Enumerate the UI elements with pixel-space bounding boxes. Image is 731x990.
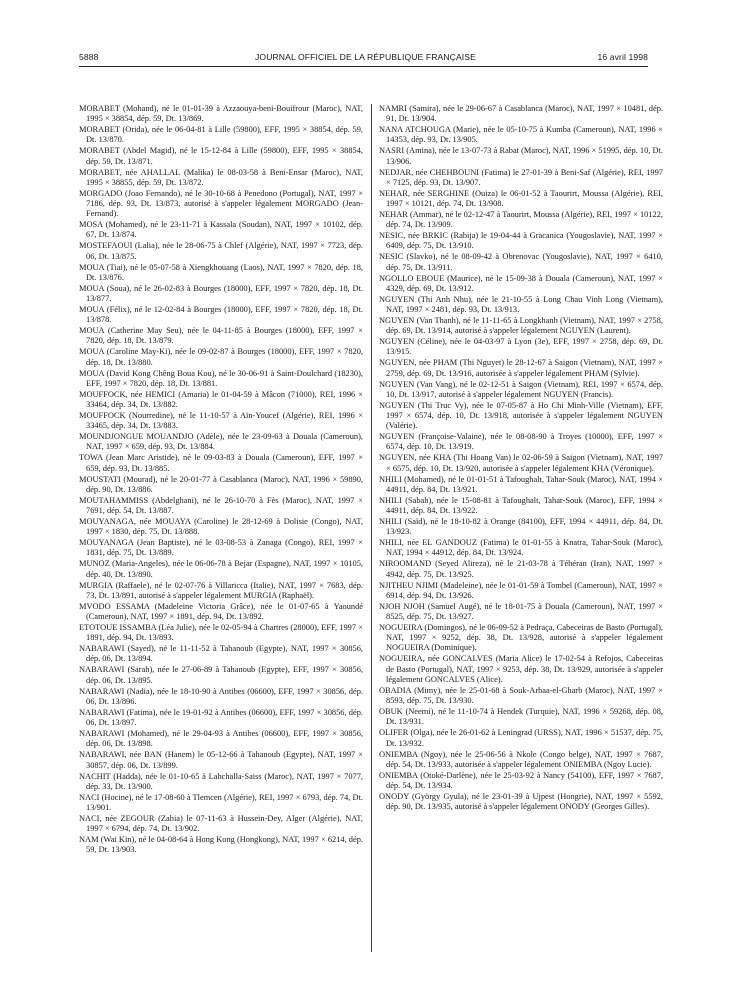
register-entry: MOSA (Mohamed), né le 23-11-71 à Kassala (Soudan), NAT, 1997 × 10102, dép. 67, Dt. 13/874.	[79, 220, 363, 240]
register-entry: MOUA (Catherine May Seu), née le 04-11-85 à Bourges (18000), EFF, 1997 × 7820, dép. 18, Dt. 13/879.	[79, 326, 363, 346]
register-entry: TOWA (Jean Marc Aristide), né le 09-03-83 à Douala (Cameroun), EFF, 1997 × 659, dép. 93, Dt. 13/885.	[79, 453, 363, 473]
register-entry: NHILI, née EL GANDOUZ (Fatima) le 01-01-55 à Knatra, Tahar-Souk (Maroc), NAT, 1994 × 44912, dép. 84, Dt. 13/924.	[379, 538, 663, 558]
register-entry: MORABET (Mohand), né le 01-01-39 à Azzaouya-beni-Bouifrour (Maroc), NAT, 1995 × 38854, dép. 59, Dt. 13/869.	[79, 104, 363, 124]
register-entry: NGUYEN (Thi Anh Nhu), née le 21-10-55 à Long Chau Vinh Long (Vietnam), NAT, 1997 × 2481, dép. 93, Dt. 13/913.	[379, 294, 663, 315]
register-entry: MOUFFOCK (Nourredine), né le 11-10-57 à Aïn-Youcef (Algérie), REI, 1996 × 33465, dép. 34, Dt. 13/883.	[79, 411, 363, 431]
journal-title: JOURNAL OFFICIEL DE LA RÉPUBLIQUE FRANÇAISE	[255, 52, 476, 62]
left-column	[79, 104, 363, 856]
register-entry: NGUYEN (Van Thanh), né le 11-11-65 à Longkhanh (Vietnam), NAT, 1997 × 2758, dép. 69, Dt. 13/914, autorisé à s'appeler légalement NGUYEN (Laurent).	[379, 316, 663, 336]
register-entry: NGUYEN (Van Vang), né le 02-12-51 à Saigon (Vietnam), REI, 1997 × 6574, dép. 10, Dt. 13/917, autorisé à s'appeler légalement NGUYEN (Francis).	[379, 379, 663, 399]
register-entry: MOUA (David Kong Chêng Boua Kou), né le 30-06-91 à Saint-Doulchard (18230), EFF, 1997 × 7820, dép. 18, Dt. 13/881.	[79, 368, 363, 388]
register-entry: NHILI (Mohamed), né le 01-01-51 à Tafoughalt, Tahar-Souk (Maroc), NAT, 1994 × 44911, dép. 84, Dt. 13/921.	[379, 474, 663, 494]
page-number: 5888	[79, 52, 99, 62]
register-entry: NGOLLO EBOUE (Maurice), né le 15-09-38 à Douala (Cameroun), NAT, 1997 × 4329, dép. 69, Dt. 13/912.	[379, 273, 663, 293]
register-entry: MORABET (Orida), née le 06-04-81 à Lille (59800), EFF, 1995 × 38854, dép. 59, Dt. 13/870.	[79, 125, 363, 145]
register-entry: MVODO ESSAMA (Madeleine Victoria Grâce), née le 01-07-65 à Yaoundé (Cameroun), NAT, 1997 × 1891, dép. 94, Dt. 13/892.	[79, 601, 363, 622]
register-entry: OLIFER (Olga), née le 26-01-62 à Leningrad (URSS), NAT, 1996 × 51537, dép. 75, Dt. 13/932.	[379, 728, 663, 748]
register-entry: MORABET, née AHALLAL (Malika) le 08-03-58 à Beni-Ensar (Maroc), NAT, 1995 × 38855, dép. 59, Dt. 13/872.	[79, 167, 363, 187]
register-entry: ETOTOUE ISSAMBA (Léa Julie), née le 02-05-94 à Chartres (28000), EFF, 1997 × 1891, dép. 94, Dt. 13/893.	[79, 623, 363, 643]
register-entry: NOGUEIRA (Domingos), né le 06-09-52 à Pedraça, Cabeceiras de Basto (Portugal), NAT, 1997 × 9252, dép. 38, Dt. 13/928, autorisé à s'appeler légalement NOGUEIRA (Dominique).	[379, 623, 663, 653]
register-entry: NAMRI (Samira), née le 29-06-67 à Casablanca (Maroc), NAT, 1997 × 10481, dép. 91, Dt. 13/904.	[379, 104, 663, 124]
register-entry: NGUYEN, née KHA (Thi Hoang Van) le 02-06-59 à Saigon (Vietnam), NAT, 1997 × 6575, dép. 10, Dt. 13/920, autorisée à s'appeler légalement KHA (Véronique).	[379, 453, 663, 473]
register-entry: NESIC, née BRKIC (Rabija) le 19-04-44 à Gracanica (Yougoslavie), NAT, 1997 × 6409, dép. 75, Dt. 13/910.	[379, 231, 663, 251]
register-entry: MOUA (Caroline May-Ki), née le 09-02-87 à Bourges (18000), EFF, 1997 × 7820, dép. 18, Dt. 13/880.	[79, 347, 363, 367]
register-entry: NABARAWI (Sayed), né le 11-11-52 à Tahanoub (Egypte), NAT, 1997 × 30856, dép. 06, Dt. 13/894.	[79, 644, 363, 664]
register-entry: MOUA (Félix), né le 12-02-84 à Bourges (18000), EFF, 1997 × 7820, dép. 18, Dt. 13/878.	[79, 305, 363, 325]
register-entry: MOUYANAGA, née MOUAYA (Caroline) le 28-12-69 à Dolisie (Congo), NAT, 1997 × 1830, dép. 75, Dt. 13/888.	[79, 517, 363, 537]
register-entry: MOUNDJONGUE MOUANDJO (Adèle), née le 23-09-63 à Douala (Cameroun), NAT, 1997 × 659, dép. 93, Dt. 13/884.	[79, 432, 363, 452]
register-entry: NANA ATCHOUGA (Marie), née le 05-10-75 à Kumba (Cameroun), NAT, 1996 × 14353, dép. 93, Dt. 13/905.	[379, 125, 663, 145]
register-entry: NIROOMAND (Seyed Alireza), né le 21-03-78 à Téhéran (Iran), NAT, 1997 × 4942, dép. 75, Dt. 13/925.	[379, 559, 663, 579]
register-entry: NABARAWI (Sarah), née le 27-06-89 à Tahanoub (Egypte), EFF, 1997 × 30856, dép. 06, Dt. 13/895.	[79, 665, 363, 685]
publication-date: 16 avril 1998	[597, 52, 648, 62]
register-entry: NAM (Wai Kin), né le 04-08-64 à Hong Kong (Hongkong), NAT, 1997 × 6214, dép. 59, Dt. 13/903.	[79, 835, 363, 855]
register-entry: NACI (Hocine), né le 17-08-60 à Tlemcen (Algérie), REI, 1997 × 6793, dép. 74, Dt. 13/901.	[79, 792, 363, 812]
header-rule	[79, 66, 648, 67]
register-entry: NHILI (Saïd), né le 18-10-82 à Orange (84100), EFF, 1994 × 44911, dép. 84, Dt. 13/923.	[379, 517, 663, 537]
register-entry: NABARAWI (Nadia), née le 18-10-90 à Antibes (06600), EFF, 1997 × 30856, dép. 06, Dt. 13/896.	[79, 686, 363, 706]
register-entry: NEDJAR, née CHEHBOUNI (Fatima) le 27-01-39 à Beni-Saf (Algérie), REI, 1997 × 7125, dép. 93, Dt. 13/907.	[379, 167, 663, 187]
register-entry: NJITHEU NJIMI (Madeleine), née le 01-01-59 à Tombel (Cameroun), NAT, 1997 × 6914, dép. 94, Dt. 13/926.	[379, 580, 663, 600]
register-entry: MOSTEFAOUI (Lalia), née le 28-06-75 à Chlef (Algérie), NAT, 1997 × 7723, dép. 06, Dt. 13/875.	[79, 241, 363, 261]
register-entry: MOUTAHAMMISS (Abdelghani), né le 26-10-70 à Fès (Maroc), NAT, 1997 × 7691, dép. 54, Dt. 13/887.	[79, 495, 363, 516]
register-entry: NESIC (Slavko), né le 08-09-42 à Obrenovac (Yougoslavie), NAT, 1997 × 6410, dép. 75, Dt. 13/911.	[379, 252, 663, 272]
register-entry: NASRI (Amina), née le 13-07-73 à Rabat (Maroc), NAT, 1996 × 51995, dép. 10, Dt. 13/906.	[379, 146, 663, 166]
register-entry: NACI, née ZEGOUR (Zahia) le 07-11-63 à Hussein-Dey, Alger (Algérie), NAT, 1997 × 6794, dép. 74, Dt. 13/902.	[79, 813, 363, 834]
register-entry: MOUA (Soua), né le 26-02-83 à Bourges (18000), EFF, 1997 × 7820, dép. 18, Dt. 13/877.	[79, 283, 363, 304]
register-entry: NGUYEN, née PHAM (Thi Nguyet) le 28-12-67 à Saigon (Vietnam), NAT, 1997 × 2759, dép. 69, Dt. 13/916, autorisée à s'appeler légalement PHAM (Sylvie).	[379, 358, 663, 378]
register-entry: NEHAR, née SERGHINE (Ouiza) le 06-01-52 à Taourirt, Moussa (Algérie), REI, 1997 × 10121, dép. 74, Dt. 13/908.	[379, 188, 663, 209]
register-entry: NGUYEN (Françoise-Valaine), née le 08-08-90 à Troyes (10000), EFF, 1997 × 6574, dép. 10, Dt. 13/919.	[379, 432, 663, 452]
register-entry: OBADIA (Mimy), née le 25-01-68 à Souk-Arbaa-el-Gharb (Maroc), NAT, 1997 × 8593, dép. 75, Dt. 13/930.	[379, 685, 663, 706]
register-entry: NACHIT (Hadda), née le 01-10-65 à Lahchalla-Saiss (Maroc), NAT, 1997 × 7077, dép. 33, Dt. 13/900.	[79, 771, 363, 791]
register-entry: NHILI (Sabah), née le 15-08-81 à Tafoughalt, Tahar-Souk (Maroc), EFF, 1994 × 44911, dép. 84, Dt. 13/922.	[379, 495, 663, 516]
register-entry: MURGIA (Raffaele), né le 02-07-76 à Villaricca (Italie), NAT, 1997 × 7683, dép. 73, Dt. 13/891, autorisé à s'appeler légalement MURGIA (Raphaël).	[79, 580, 363, 600]
column-divider	[371, 104, 372, 952]
register-entry: MUNOZ (Maria-Angeles), née le 06-06-78 à Bejar (Espagne), NAT, 1997 × 10105, dép. 40, Dt. 13/890.	[79, 559, 363, 579]
register-entry: MOUYANAGA (Jean Baptiste), né le 03-08-53 à Zanaga (Congo), REI, 1997 × 1831, dép. 75, Dt. 13/889.	[79, 538, 363, 558]
register-entry: OBUK (Neemi), né le 11-10-74 à Hendek (Turquie), NAT, 1996 × 59268, dép. 08, Dt. 13/931.	[379, 707, 663, 727]
register-entry: NABARAWI (Mohamed), né le 29-04-93 à Antibes (06600), EFF, 1997 × 30856, dép. 06, Dt. 13/898.	[79, 729, 363, 749]
register-entry: MOUA (Tiai), né le 05-07-58 à Xiengkhouang (Laos), NAT, 1997 × 7820, dép. 18, Dt. 13/876.	[79, 262, 363, 282]
register-entry: ONODY (György Gyula), né le 23-01-39 à Ujpest (Hongrie), NAT, 1997 × 5592, dép. 90, Dt. 13/935, autorisé à s'appeler légalement ONODY (Georges Gilles).	[379, 791, 663, 812]
register-entry: NGUYEN (Céline), née le 04-03-97 à Lyon (3e), EFF, 1997 × 2758, dép. 69, Dt. 13/915.	[379, 337, 663, 357]
register-entry: NOGUEIRA, née GONCALVES (Maria Alice) le 17-02-54 à Refojos, Cabeceiras de Basto (Portugal), NAT, 1997 × 9253, dép. 38, Dt. 13/929, autorisée à s'appeler légalement GONCALVES (Alice).	[379, 654, 663, 684]
register-entry: ONIEMBA (Ngoy), née le 25-06-56 à Nkole (Congo belge), NAT, 1997 × 7687, dép. 54, Dt. 13/933, autorisée à s'appeler légalement ONIEMBA (Ngoy Lucie).	[379, 749, 663, 769]
register-entry: MOUFFOCK, née HEMICI (Amaria) le 01-04-59 à Mâcon (71000), REI, 1996 × 33464, dép. 34, Dt. 13/882.	[79, 389, 363, 410]
register-entry: NABARAWI, née BAN (Hanem) le 05-12-66 à Tahanoub (Egypte), NAT, 1997 × 30857, dép. 06, Dt. 13/899.	[79, 750, 363, 770]
register-entry: MORGADO (Joao Fernando), né le 30-10-68 à Penedono (Portugal), NAT, 1997 × 7186, dép. 93, Dt. 13/873, autorisé à s'appeler légalement MORGADO (Jean-Fernand).	[79, 188, 363, 219]
right-column	[379, 104, 663, 813]
register-entry: NGUYEN (Thi Truc Vy), née le 07-05-87 à Ho Chi Minh-Ville (Vietnam), EFF, 1997 × 6574, dép. 10, Dt. 13/918, autorisée à s'appeler légalement NGUYEN (Valérie).	[379, 400, 663, 431]
register-entry: NABARAWI (Fatima), née le 19-01-92 à Antibes (06600), EFF, 1997 × 30856, dép. 06, Dt. 13/897.	[79, 707, 363, 728]
register-entry: ONIEMBA (Otoké-Darlène), née le 25-03-92 à Nancy (54100), EFF, 1997 × 7687, dép. 54, Dt. 13/934.	[379, 770, 663, 790]
register-entry: NEHAR (Ammar), né le 02-12-47 à Taourirt, Moussa (Algérie), REI, 1997 × 10122, dép. 74, Dt. 13/909.	[379, 210, 663, 230]
register-entry: NJOH NJOH (Samuel Augé), né le 18-01-75 à Douala (Cameroun), NAT, 1997 × 8525, dép. 75, Dt. 13/927.	[379, 601, 663, 622]
register-entry: MOUSTATI (Mourad), né le 20-01-77 à Casablanca (Maroc), NAT, 1996 × 59890, dép. 90, Dt. 13/886.	[79, 474, 363, 494]
register-entry: MORABET (Abdel Magid), né le 15-12-84 à Lille (59800), EFF, 1995 × 38854, dép. 59, Dt. 13/871.	[79, 146, 363, 166]
